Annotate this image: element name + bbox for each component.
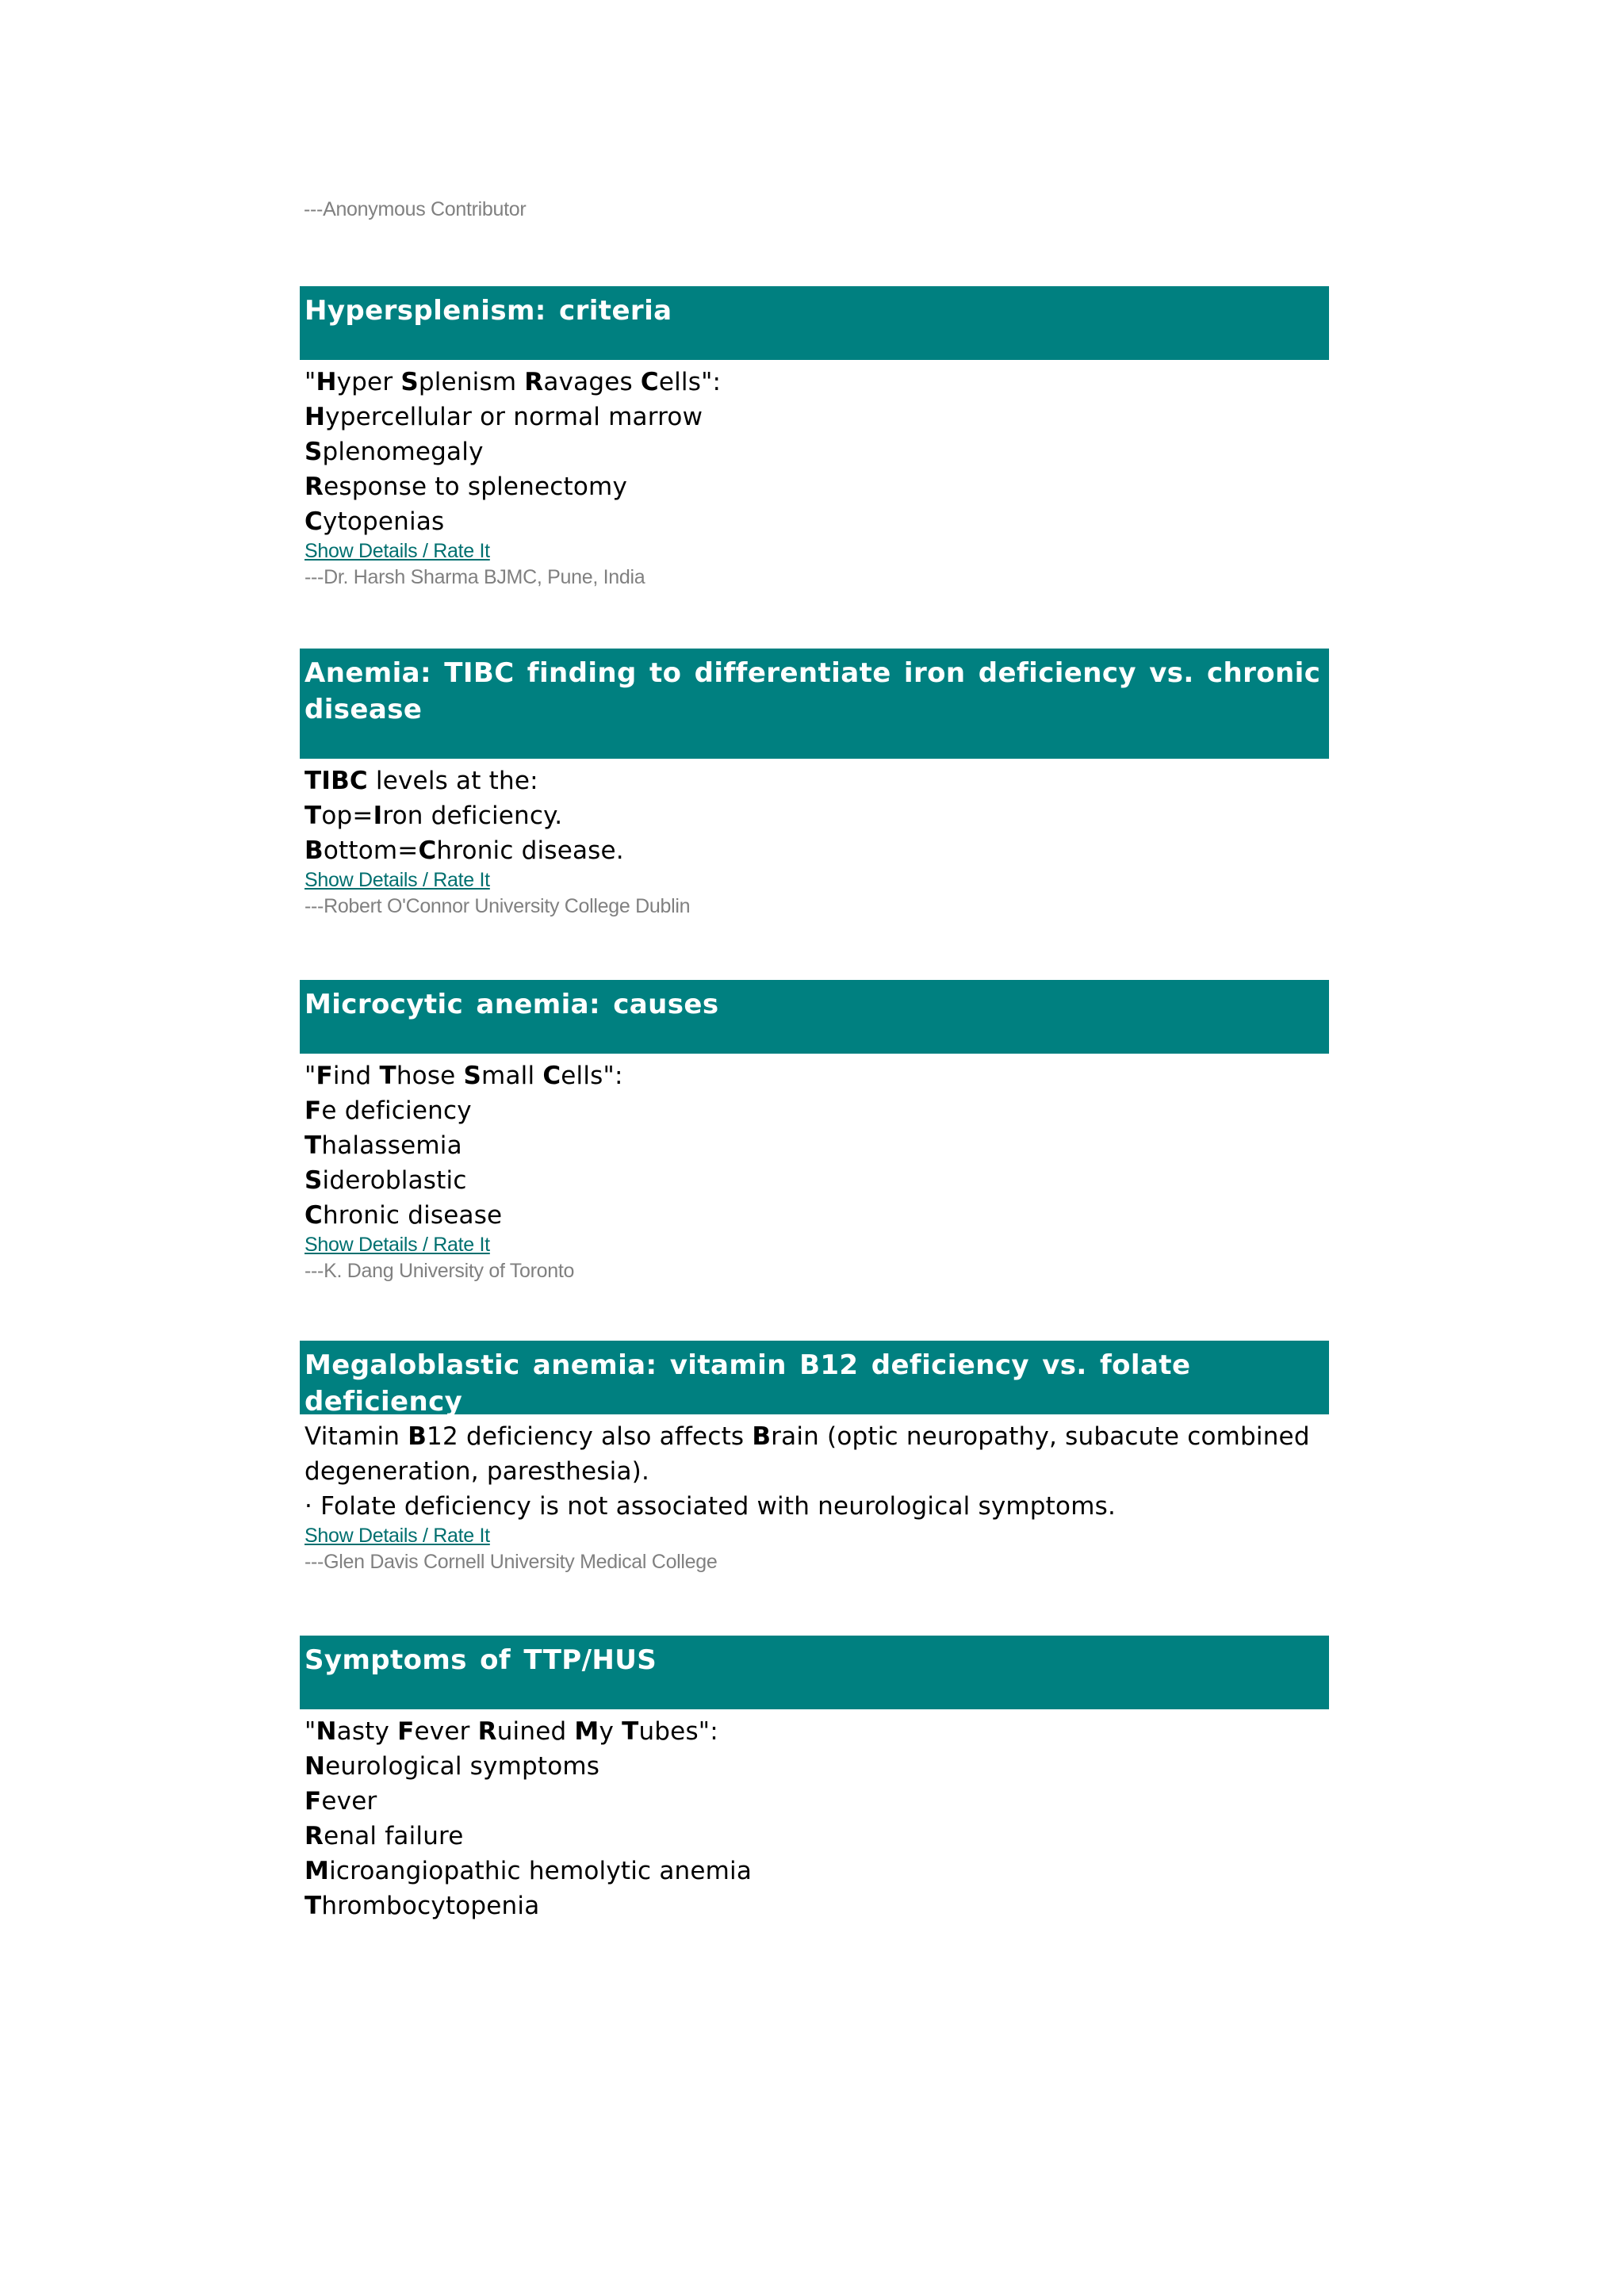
show-details-link[interactable]: Show Details / Rate It — [304, 1525, 490, 1547]
entry-line: "Nasty Fever Ruined My Tubes": — [304, 1717, 718, 1746]
entry-line: "Hyper Splenism Ravages Cells": — [304, 368, 722, 396]
mnemonic-entry — [300, 649, 1329, 920]
entry-line: degeneration, paresthesia). — [304, 1457, 649, 1486]
entry-title: Anemia: TIBC finding to differentiate iron deficiency vs. chronic disease — [300, 649, 1329, 759]
mnemonic-entry — [300, 1341, 1329, 1576]
show-details-link[interactable]: Show Details / Rate It — [304, 540, 490, 562]
show-details-link[interactable]: Show Details / Rate It — [304, 1234, 490, 1256]
entry-line: Top=Iron deficiency. — [304, 802, 563, 830]
entry-line: · Folate deficiency is not associated with neurological symptoms. — [304, 1492, 1116, 1521]
entry-body — [300, 1709, 1329, 1923]
entry-line: Bottom=Chronic disease. — [304, 836, 624, 865]
entry-line: Cytopenias — [304, 507, 445, 536]
entry-line: Sideroblastic — [304, 1166, 467, 1195]
entry-line: Neurological symptoms — [304, 1752, 600, 1781]
entry-body — [300, 1054, 1329, 1233]
entry-line: TIBC levels at the: — [304, 767, 538, 795]
entry-body — [300, 759, 1329, 868]
entry-title: Megaloblastic anemia: vitamin B12 deficiency vs. folate deficiency — [300, 1341, 1329, 1414]
entry-body — [300, 360, 1329, 539]
mnemonic-entry — [300, 1636, 1329, 1923]
mnemonic-entry — [300, 286, 1329, 591]
entry-line: Fe deficiency — [304, 1096, 472, 1125]
entry-line: Response to splenectomy — [304, 473, 627, 501]
top-attribution: ---Anonymous Contributor — [304, 198, 527, 220]
entry-attribution: ---K. Dang University of Toronto — [304, 1260, 575, 1282]
entry-title: Microcytic anemia: causes — [300, 980, 1329, 1054]
entry-line: Fever — [304, 1787, 377, 1816]
entry-line: Splenomegaly — [304, 438, 484, 466]
entry-line: Hypercellular or normal marrow — [304, 403, 703, 431]
entry-line: Thrombocytopenia — [304, 1892, 540, 1920]
mnemonic-entry — [300, 980, 1329, 1285]
entry-attribution: ---Dr. Harsh Sharma BJMC, Pune, India — [304, 566, 645, 588]
entry-line: Vitamin B12 deficiency also affects Brain (optic neuropathy, subacute combined — [304, 1422, 1310, 1451]
entry-body — [300, 1414, 1329, 1524]
entry-title: Hypersplenism: criteria — [300, 286, 1329, 360]
entry-line: Thalassemia — [304, 1131, 462, 1160]
entry-line: Renal failure — [304, 1822, 464, 1850]
entry-title: Symptoms of TTP/HUS — [300, 1636, 1329, 1709]
initial-letter: H — [316, 368, 337, 396]
entry-line: Microangiopathic hemolytic anemia — [304, 1857, 753, 1885]
entry-line: "Find Those Small Cells": — [304, 1062, 623, 1090]
entry-line: Chronic disease — [304, 1201, 503, 1230]
entry-attribution: ---Glen Davis Cornell University Medical College — [304, 1551, 718, 1573]
show-details-link[interactable]: Show Details / Rate It — [304, 869, 490, 891]
entry-attribution: ---Robert O'Connor University College Dublin — [304, 895, 691, 917]
